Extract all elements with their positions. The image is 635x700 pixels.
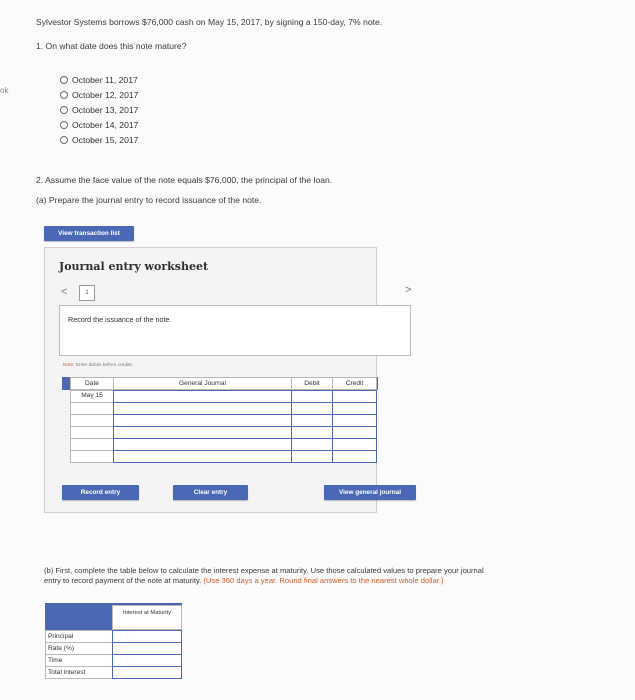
- clear-entry-button[interactable]: Clear entry: [173, 485, 248, 500]
- entry-note: [63, 363, 133, 368]
- radio-icon[interactable]: [60, 91, 68, 99]
- answer-options: [60, 72, 138, 147]
- part-b-line1: (b) First, complete the table below to calculate the interest expense at maturity. Use those calculated values to prepare your journal: [44, 566, 484, 575]
- total-interest-input[interactable]: [112, 666, 182, 679]
- radio-icon[interactable]: [60, 106, 68, 114]
- option-oct-14[interactable]: October 14, 2017: [60, 117, 138, 132]
- record-entry-button[interactable]: Record entry: [62, 485, 139, 500]
- prev-arrow-icon[interactable]: <: [61, 286, 68, 298]
- principal-label: Principal: [45, 630, 113, 643]
- question-1: 1. On what date does this note mature?: [36, 41, 187, 51]
- credit-input[interactable]: [332, 450, 377, 463]
- debit-input[interactable]: [291, 450, 333, 463]
- date-cell: [70, 450, 114, 463]
- total-interest-label: Total interest: [45, 666, 113, 679]
- view-general-journal-button[interactable]: View general journal: [324, 485, 416, 500]
- credit-header: Credit: [332, 377, 377, 390]
- option-oct-12[interactable]: October 12, 2017: [60, 87, 138, 102]
- interest-table: [45, 603, 182, 685]
- question-2: 2. Assume the face value of the note equals $76,000, the principal of the loan.: [36, 175, 333, 185]
- worksheet-title: Journal entry worksheet: [59, 260, 209, 273]
- interest-header: Interest at Maturity: [112, 605, 182, 630]
- part-b-instructions: [44, 566, 604, 586]
- question-2a: (a) Prepare the journal entry to record issuance of the note.: [36, 195, 262, 205]
- instruction-text: Record the issuance of the note.: [68, 315, 172, 324]
- date-header: Date: [70, 377, 114, 390]
- question-intro: Sylvestor Systems borrows $76,000 cash on May 15, 2017, by signing a 150-day, 7% note.: [36, 17, 383, 27]
- time-label: Time: [45, 654, 113, 667]
- radio-icon[interactable]: [60, 136, 68, 144]
- journal-header: General Journal: [113, 377, 292, 390]
- view-transaction-list-button[interactable]: View transaction list: [44, 226, 134, 241]
- radio-icon[interactable]: [60, 121, 68, 129]
- option-oct-13[interactable]: October 13, 2017: [60, 102, 138, 117]
- account-input[interactable]: [113, 450, 292, 463]
- first-date-cell: May 15: [70, 390, 114, 403]
- part-b-emphasis: (Use 360 days a year. Round final answers to the nearest whole dollar.): [203, 576, 444, 585]
- debit-header: Debit: [291, 377, 333, 390]
- radio-icon[interactable]: [60, 76, 68, 84]
- rate-label: Rate (%): [45, 642, 113, 655]
- part-b-line2: entry to record payment of the note at maturity.: [44, 576, 204, 585]
- journal-table: [62, 377, 378, 467]
- instruction-box: [59, 305, 411, 356]
- side-mark: ok: [0, 86, 9, 95]
- note-text: Enter debits before credits.: [75, 363, 134, 368]
- page-number[interactable]: 1: [79, 285, 95, 301]
- option-oct-15[interactable]: October 15, 2017: [60, 132, 138, 147]
- next-arrow-icon[interactable]: >: [405, 284, 412, 296]
- option-oct-11[interactable]: October 11, 2017: [60, 72, 138, 87]
- note-prefix: Note:: [63, 363, 75, 368]
- journal-entry-worksheet: [44, 247, 412, 513]
